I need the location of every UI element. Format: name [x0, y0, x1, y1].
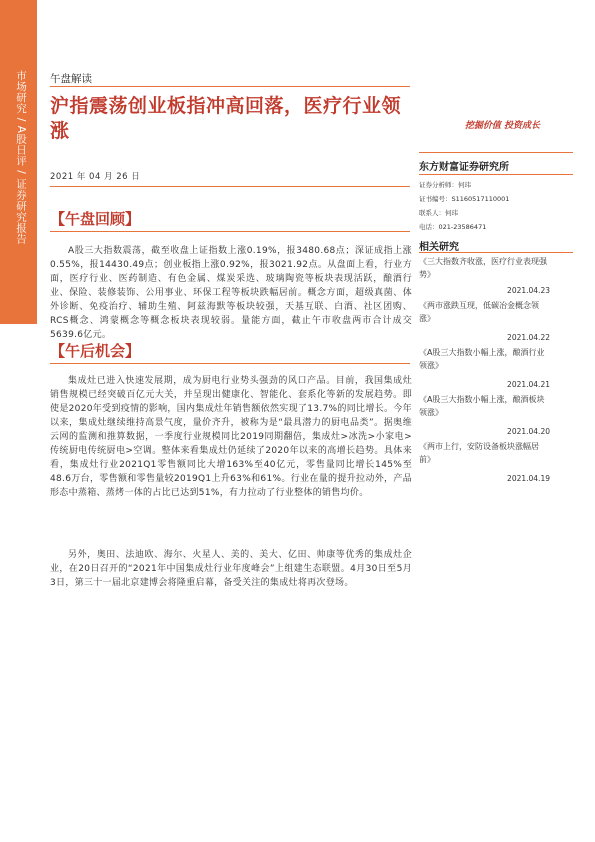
right-rule	[419, 152, 573, 153]
section-heading-afternoon: 【午后机会】	[50, 342, 141, 360]
related-date: 2021.04.21	[507, 380, 550, 389]
section-kicker: 午盘解读	[50, 73, 92, 85]
related-date: 2021.04.20	[507, 427, 550, 436]
analyst: 证券分析师：何玮	[419, 181, 471, 189]
right-rule	[419, 174, 573, 175]
right-rule	[419, 252, 573, 253]
date-rule	[50, 186, 410, 187]
related-link[interactable]: 《两市涨跌互现，低碳冶金概念领涨》	[419, 301, 539, 323]
sidebar-band	[0, 0, 37, 324]
related-link[interactable]: 《三大指数齐收涨，医疗行业表现强势》	[419, 257, 547, 279]
related-date: 2021.04.22	[507, 333, 550, 342]
related-date: 2021.04.19	[507, 474, 550, 483]
certificate: 证书编号：S1160517110001	[419, 195, 510, 203]
section-underline	[50, 363, 410, 364]
section-title: 午盘回顾	[65, 210, 126, 228]
section-title: 午后机会	[65, 342, 126, 360]
paragraph: 集成灶已进入快速发展期，成为厨电行业势头强劲的风口产品。目前，我国集成灶销售规模已经突破百亿元大关，并呈现出健康化、智能化、套系化等新的发展趋势。即使是2020年受到疫情的影响，国内集成灶年销售额依然实现了13.7%的同比增长。今年以来，集成灶继续维持高景气度，量价齐升，被称为是“最具潜力的厨电品类”。据奥维云网的监测和推算数据，一季度行业规模同比2019同期翻倍，集成灶>冰洗>小家电>传统厨电传统厨电>空调。整体来看集成灶仍延续了2020年以来的高增长趋势。具体来看，集成灶行业2021Q1零售额同比大增163%至40亿元，零售量同比增长145%至48.6万台，零售额和零售量较2019Q1上升63%和61%。行业在量的提升拉动外，产品形态中蒸箱、蒸烤一体的占比已达到51%，有力拉动了行业整体的销售均价。	[50, 376, 412, 498]
contact: 联系人：何玮	[419, 209, 458, 217]
related-title: 相关研究	[419, 242, 459, 253]
company-name: 东方财富证券研究所	[419, 162, 509, 173]
related-date: 2021.04.23	[507, 286, 550, 295]
sidebar-label: 市场研究 / A股日评 / 证券研究报告	[15, 70, 27, 245]
paragraph: 另外，奥田、法迪欧、海尔、火星人、美的、美大、亿田、帅康等优秀的集成灶企业，在20日召开的“2021年中国集成灶行业年度峰会”上组建生态联盟。4月30日至5月3日，第三十一届北京建博会将隆重启幕，备受关注的集成灶将再次登场。	[50, 550, 412, 588]
phone: 电话：021-23586471	[419, 223, 487, 231]
related-link[interactable]: 《A股三大指数小幅上涨，酿酒行业领涨》	[419, 348, 545, 370]
paragraph: A股三大指数震荡，截至收盘上证指数上涨0.19%，报3480.68点；深证成指上涨0.55%，报14430.49点；创业板指上涨0.92%，报3021.92点。从盘面上看，行业方面，医疗行业、医药制造、有色金属、煤炭采选、玻璃陶瓷等板块表现活跃，酿酒行业、保险、装修装饰、公用事业、环保工程等板块跌幅居前。概念方面，超级真菌、体外诊断、免疫治疗、辅助生殖、阿兹海默等板块较强，天基互联、白酒、社区团购、RCS概念、鸿蒙概念等概念板块表现较弱。量能方面，截止午市收盘两市合计成交5639.6亿元。	[50, 246, 412, 340]
related-link[interactable]: 《两市上行，安防设备板块涨幅居前》	[419, 442, 539, 464]
page-title: 沪指震荡创业板指冲高回落，医疗行业领涨	[50, 95, 402, 142]
kicker-rule	[50, 86, 410, 87]
report-date: 2021 年 04 月 26 日	[50, 172, 141, 182]
related-link[interactable]: 《A股三大指数小幅上涨，酿酒板块领涨》	[419, 395, 545, 417]
section-heading-morning: 【午盘回顾】	[50, 210, 141, 228]
section-underline	[50, 231, 410, 232]
motto: 挖掘价值 投资成长	[464, 121, 540, 131]
